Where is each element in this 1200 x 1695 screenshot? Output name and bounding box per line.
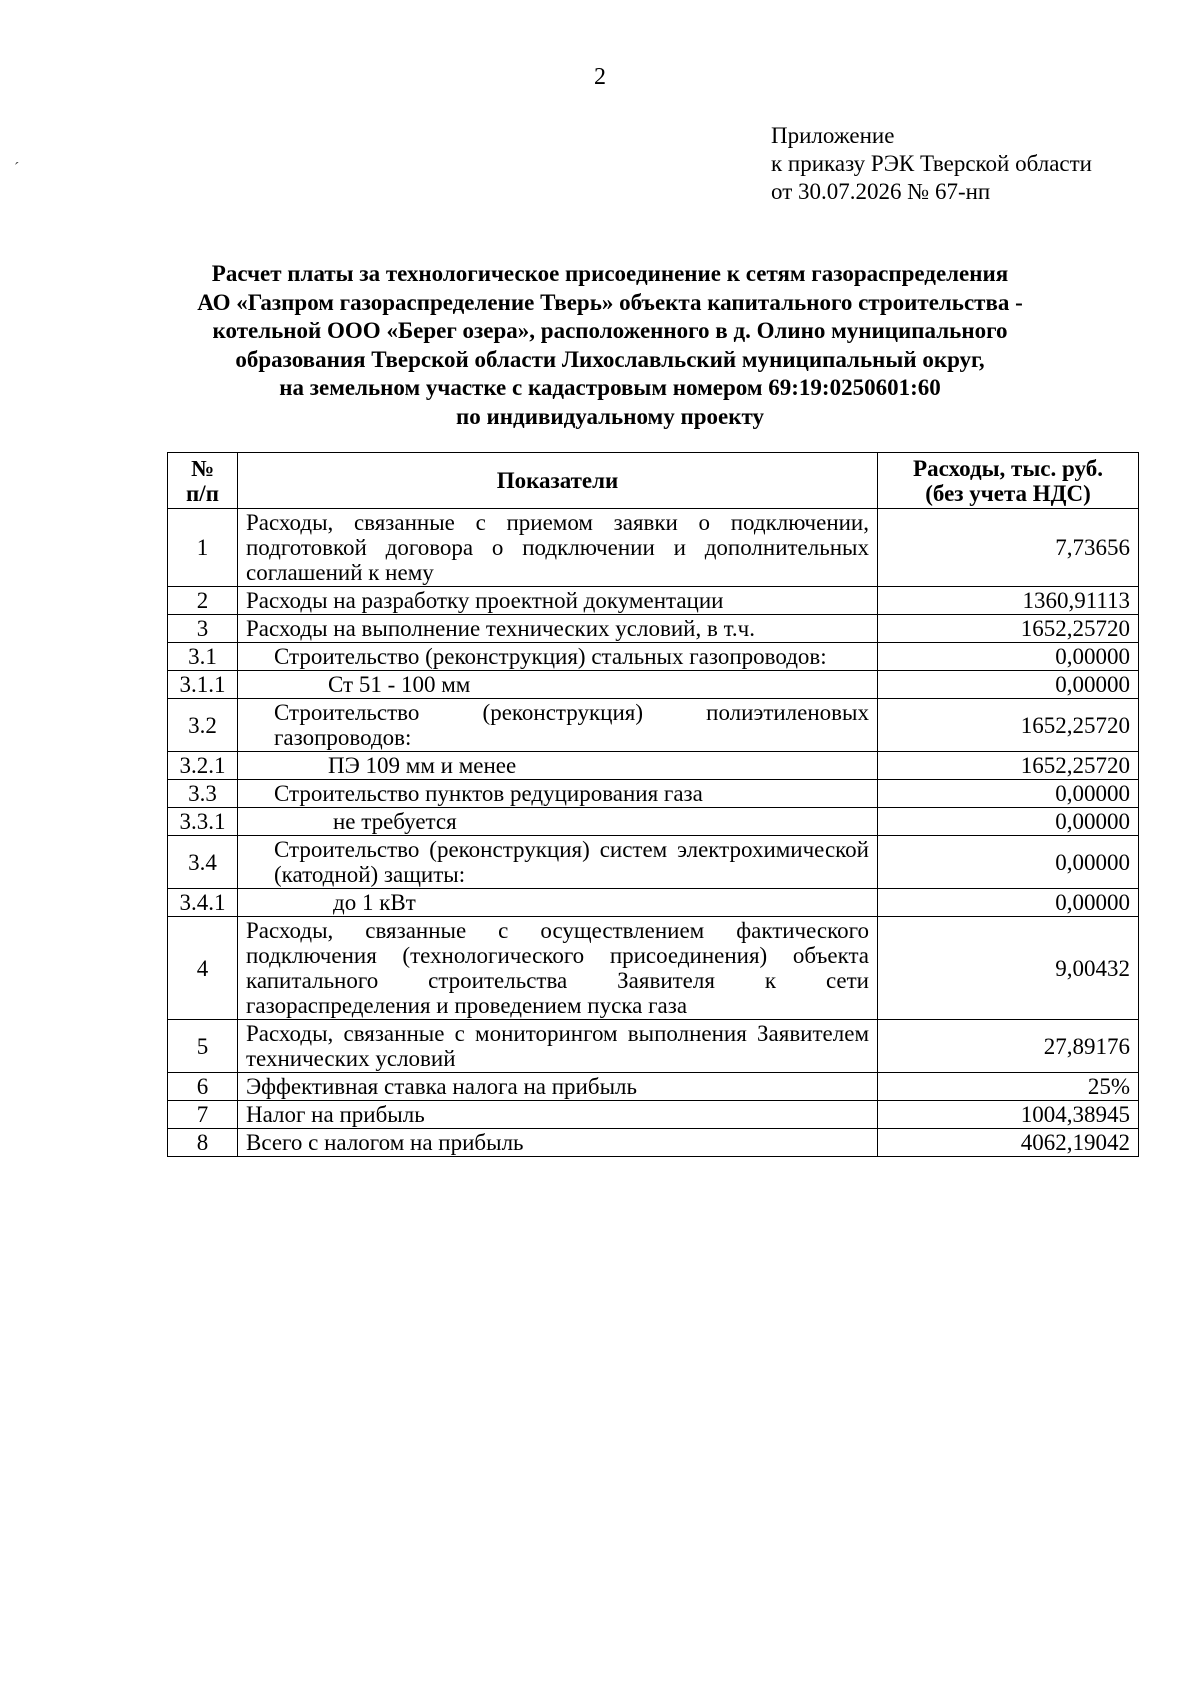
appendix-header <box>771 122 1092 206</box>
header-cost-line1: Расходы, тыс. руб. <box>913 455 1103 481</box>
row-indicator: Строительство (реконструкция) стальных газопроводов: <box>238 643 878 671</box>
row-value: 1652,25720 <box>878 615 1139 643</box>
row-indicator: не требуется <box>238 808 878 836</box>
table-row <box>168 699 1139 752</box>
row-value: 0,00000 <box>878 836 1139 889</box>
title-line: на земельном участке с кадастровым номером 69:19:0250601:60 <box>279 375 941 400</box>
appendix-line: к приказу РЭК Тверской области <box>771 151 1092 176</box>
table-row <box>168 917 1139 1020</box>
row-value: 7,73656 <box>878 509 1139 587</box>
row-value: 1004,38945 <box>878 1101 1139 1129</box>
table-row <box>168 752 1139 780</box>
header-cost-line2: (без учета НДС) <box>925 480 1091 506</box>
row-value: 0,00000 <box>878 889 1139 917</box>
row-indicator: Эффективная ставка налога на прибыль <box>238 1073 878 1101</box>
row-value: 0,00000 <box>878 808 1139 836</box>
table-row <box>168 808 1139 836</box>
title-line: образования Тверской области Лихославльский муниципальный округ, <box>235 346 985 372</box>
header-number-line1: № <box>190 455 215 481</box>
table-row <box>168 509 1139 587</box>
title-line: по индивидуальному проекту <box>456 403 764 429</box>
table-row <box>168 671 1139 699</box>
header-indicator: Показатели <box>238 453 878 509</box>
row-indicator: Расходы на выполнение технических условий, в т.ч. <box>238 615 878 643</box>
row-number: 3.4.1 <box>168 889 238 917</box>
row-number: 3.3 <box>168 780 238 808</box>
row-indicator: Строительство (реконструкция) полиэтиленовых газопроводов: <box>238 699 878 752</box>
row-number: 1 <box>168 509 238 587</box>
row-indicator: до 1 кВт <box>238 889 878 917</box>
row-value: 1360,91113 <box>878 587 1139 615</box>
row-number: 3.1.1 <box>168 671 238 699</box>
title-line: Расчет платы за технологическое присоединение к сетям газораспределения <box>211 261 1009 286</box>
header-number-line2: п/п <box>186 480 219 506</box>
row-value: 1652,25720 <box>878 699 1139 752</box>
row-value: 0,00000 <box>878 780 1139 808</box>
row-number: 3.4 <box>168 836 238 889</box>
table-row <box>168 889 1139 917</box>
row-indicator: Расходы, связанные с приемом заявки о подключении, подготовкой договора о подключении и дополнительных соглашений к нему <box>238 509 878 587</box>
row-value: 27,89176 <box>878 1020 1139 1073</box>
row-indicator: Расходы, связанные с мониторингом выполнения Заявителем технических условий <box>238 1020 878 1073</box>
row-number: 3.2.1 <box>168 752 238 780</box>
document-title <box>140 260 1080 431</box>
row-indicator: Всего с налогом на прибыль <box>238 1129 878 1157</box>
title-line: АО «Газпром газораспределение Тверь» объекта капитального строительства - <box>197 289 1023 315</box>
appendix-line: от 30.07.2026 № 67-нп <box>771 179 991 204</box>
header-number <box>168 453 238 509</box>
row-indicator: Расходы, связанные с осуществлением фактического подключения (технологического присоединения) объекта капитального строительства Заявителя к сети газораспределения и проведением пуска газа <box>238 917 878 1020</box>
row-number: 5 <box>168 1020 238 1073</box>
row-number: 3.1 <box>168 643 238 671</box>
table-row <box>168 780 1139 808</box>
table-row <box>168 1073 1139 1101</box>
cost-calculation-table <box>167 452 1139 1157</box>
title-line: котельной ООО «Берег озера», расположенного в д. Олино муниципального <box>212 318 1008 343</box>
table-row <box>168 1101 1139 1129</box>
row-indicator: Расходы на разработку проектной документации <box>238 587 878 615</box>
row-value: 0,00000 <box>878 643 1139 671</box>
appendix-line: Приложение <box>771 123 895 148</box>
scan-mark: ˊ <box>14 160 20 177</box>
table-row <box>168 587 1139 615</box>
table-row <box>168 643 1139 671</box>
row-number: 6 <box>168 1073 238 1101</box>
row-indicator: Строительство пунктов редуцирования газа <box>238 780 878 808</box>
row-indicator: Налог на прибыль <box>238 1101 878 1129</box>
row-indicator: ПЭ 109 мм и менее <box>238 752 878 780</box>
row-number: 3.3.1 <box>168 808 238 836</box>
row-number: 2 <box>168 587 238 615</box>
row-indicator: Ст 51 - 100 мм <box>238 671 878 699</box>
header-cost <box>878 453 1139 509</box>
table-header-row <box>168 453 1139 509</box>
row-value: 1652,25720 <box>878 752 1139 780</box>
row-value: 25% <box>878 1073 1139 1101</box>
table-row <box>168 1020 1139 1073</box>
row-value: 0,00000 <box>878 671 1139 699</box>
page-number: 2 <box>594 64 606 90</box>
row-number: 3 <box>168 615 238 643</box>
row-indicator: Строительство (реконструкция) систем электрохимической (катодной) защиты: <box>238 836 878 889</box>
row-value: 9,00432 <box>878 917 1139 1020</box>
row-number: 7 <box>168 1101 238 1129</box>
table-row <box>168 1129 1139 1157</box>
row-value: 4062,19042 <box>878 1129 1139 1157</box>
table-row <box>168 836 1139 889</box>
row-number: 8 <box>168 1129 238 1157</box>
row-number: 3.2 <box>168 699 238 752</box>
table-row <box>168 615 1139 643</box>
row-number: 4 <box>168 917 238 1020</box>
